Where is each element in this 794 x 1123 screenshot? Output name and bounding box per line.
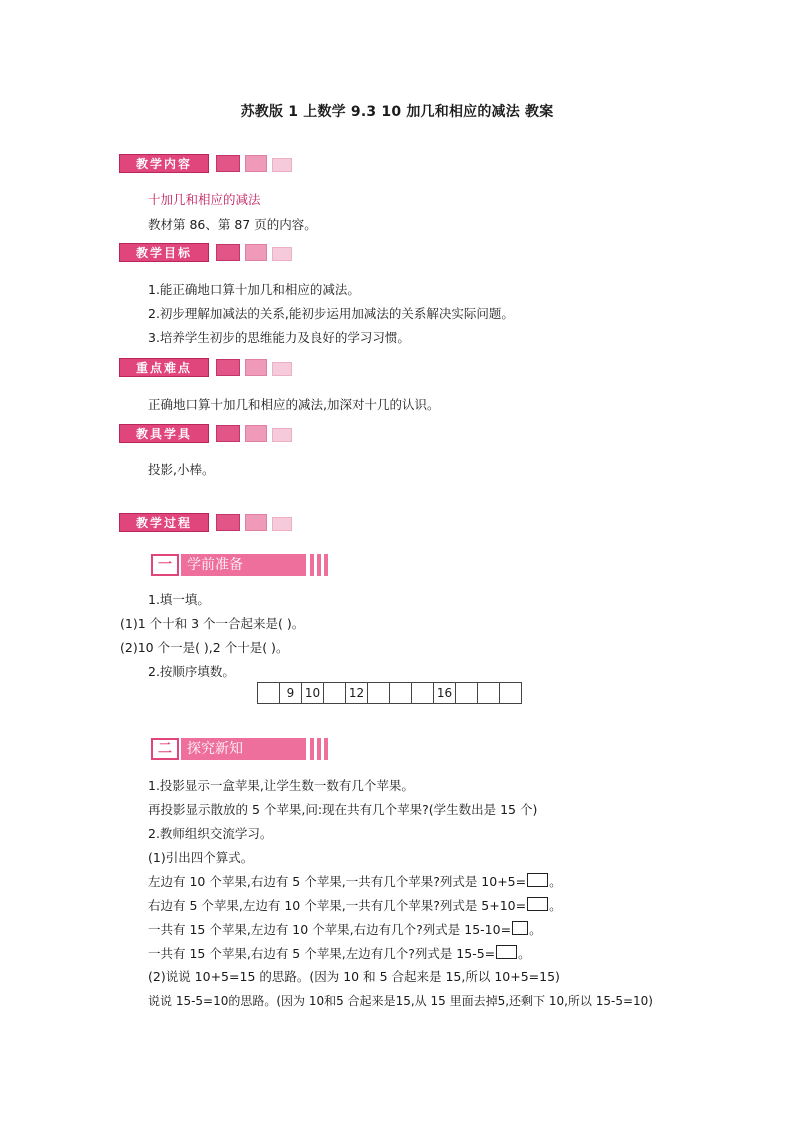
explore-line: 2.教师组织交流学习。 (148, 826, 273, 841)
prep-line: 1.填一填。 (148, 592, 210, 607)
explore-line: (2)说说 10+5=15 的思路。(因为 10 和 5 合起来是 15,所以 10+5=15) (148, 969, 560, 984)
number-cell (324, 683, 346, 704)
number-cell: 16 (434, 683, 456, 704)
step-banner-explore (151, 738, 334, 760)
number-cell (500, 683, 522, 704)
objective-item: 1.能正确地口算十加几和相应的减法。 (148, 282, 360, 297)
end-mark: 。 (518, 946, 531, 961)
banner-stripe (317, 554, 321, 576)
answer-box[interactable] (512, 921, 528, 935)
banner-square (216, 244, 240, 261)
number-cell (412, 683, 434, 704)
banner-square (245, 155, 267, 172)
banner-stripe (310, 554, 314, 576)
objective-item: 2.初步理解加减法的关系,能初步运用加减法的关系解决实际问题。 (148, 306, 514, 321)
explore-line: 1.投影显示一盒苹果,让学生数一数有几个苹果。 (148, 778, 414, 793)
step-title: 探究新知 (181, 738, 306, 760)
number-cell (390, 683, 412, 704)
banner-square (216, 359, 240, 376)
document-title: 苏教版 1 上数学 9.3 10 加几和相应的减法 教案 (240, 104, 554, 120)
number-cell (456, 683, 478, 704)
equation-line (148, 945, 531, 962)
equation-text: 一共有 15 个苹果,右边有 5 个苹果,左边有几个?列式是 15-5= (148, 946, 496, 961)
banner-stripe (324, 554, 328, 576)
number-cell (368, 683, 390, 704)
end-mark: 。 (549, 874, 562, 889)
equation-line (148, 897, 562, 914)
explore-line: 说说 15-5=10的思路。(因为 10和5 合起来是15,从 15 里面去掉5,还剩下 10,所以 15-5=10) (148, 994, 653, 1008)
objective-item: 3.培养学生初步的思维能力及良好的学习习惯。 (148, 330, 410, 345)
number-cell (478, 683, 500, 704)
banner-square (216, 514, 240, 531)
number-cell: 9 (280, 683, 302, 704)
banner-square (272, 158, 292, 172)
banner-square (245, 359, 267, 376)
banner-square (272, 517, 292, 531)
explore-line: (1)引出四个算式。 (148, 850, 254, 865)
answer-box[interactable] (496, 945, 517, 959)
equation-text: 左边有 10 个苹果,右边有 5 个苹果,一共有几个苹果?列式是 10+5= (148, 874, 527, 889)
keypoints-text: 正确地口算十加几和相应的减法,加深对十几的认识。 (148, 397, 440, 412)
banner-square (216, 425, 240, 442)
banner-square (272, 428, 292, 442)
answer-box[interactable] (527, 873, 548, 887)
step-banner-prep (151, 554, 334, 576)
banner-square (272, 362, 292, 376)
explore-line: 再投影显示散放的 5 个苹果,问:现在共有几个苹果?(学生数出是 15 个) (148, 802, 538, 817)
end-mark: 。 (549, 898, 562, 913)
banner-square (216, 155, 240, 172)
banner-square (272, 247, 292, 261)
step-title: 学前准备 (181, 554, 306, 576)
prep-line: (2)10 个一是( ),2 个十是( )。 (120, 640, 289, 655)
tools-text: 投影,小棒。 (148, 462, 215, 477)
number-sequence-table (257, 682, 522, 704)
section-label: 教学内容 (119, 154, 209, 173)
section-label: 教学过程 (119, 513, 209, 532)
number-cell: 12 (346, 683, 368, 704)
banner-square (245, 514, 267, 531)
equation-line (148, 873, 562, 890)
banner-stripe (324, 738, 328, 760)
number-cell (258, 683, 280, 704)
banner-stripe (317, 738, 321, 760)
answer-box[interactable] (527, 897, 548, 911)
banner-square (245, 244, 267, 261)
step-number: 一 (151, 554, 179, 576)
content-subtitle: 十加几和相应的减法 (148, 192, 261, 207)
end-mark: 。 (529, 922, 542, 937)
equation-text: 一共有 15 个苹果,左边有 10 个苹果,右边有几个?列式是 15-10= (148, 922, 512, 937)
section-label: 教具学具 (119, 424, 209, 443)
step-number: 二 (151, 738, 179, 760)
banner-stripe (310, 738, 314, 760)
prep-line: (1)1 个十和 3 个一合起来是( )。 (120, 616, 305, 631)
banner-square (245, 425, 267, 442)
equation-line (148, 921, 542, 938)
section-label: 教学目标 (119, 243, 209, 262)
number-cell: 10 (302, 683, 324, 704)
section-label: 重点难点 (119, 358, 209, 377)
prep-line: 2.按顺序填数。 (148, 664, 235, 679)
content-text: 教材第 86、第 87 页的内容。 (148, 217, 317, 232)
equation-text: 右边有 5 个苹果,左边有 10 个苹果,一共有几个苹果?列式是 5+10= (148, 898, 527, 913)
